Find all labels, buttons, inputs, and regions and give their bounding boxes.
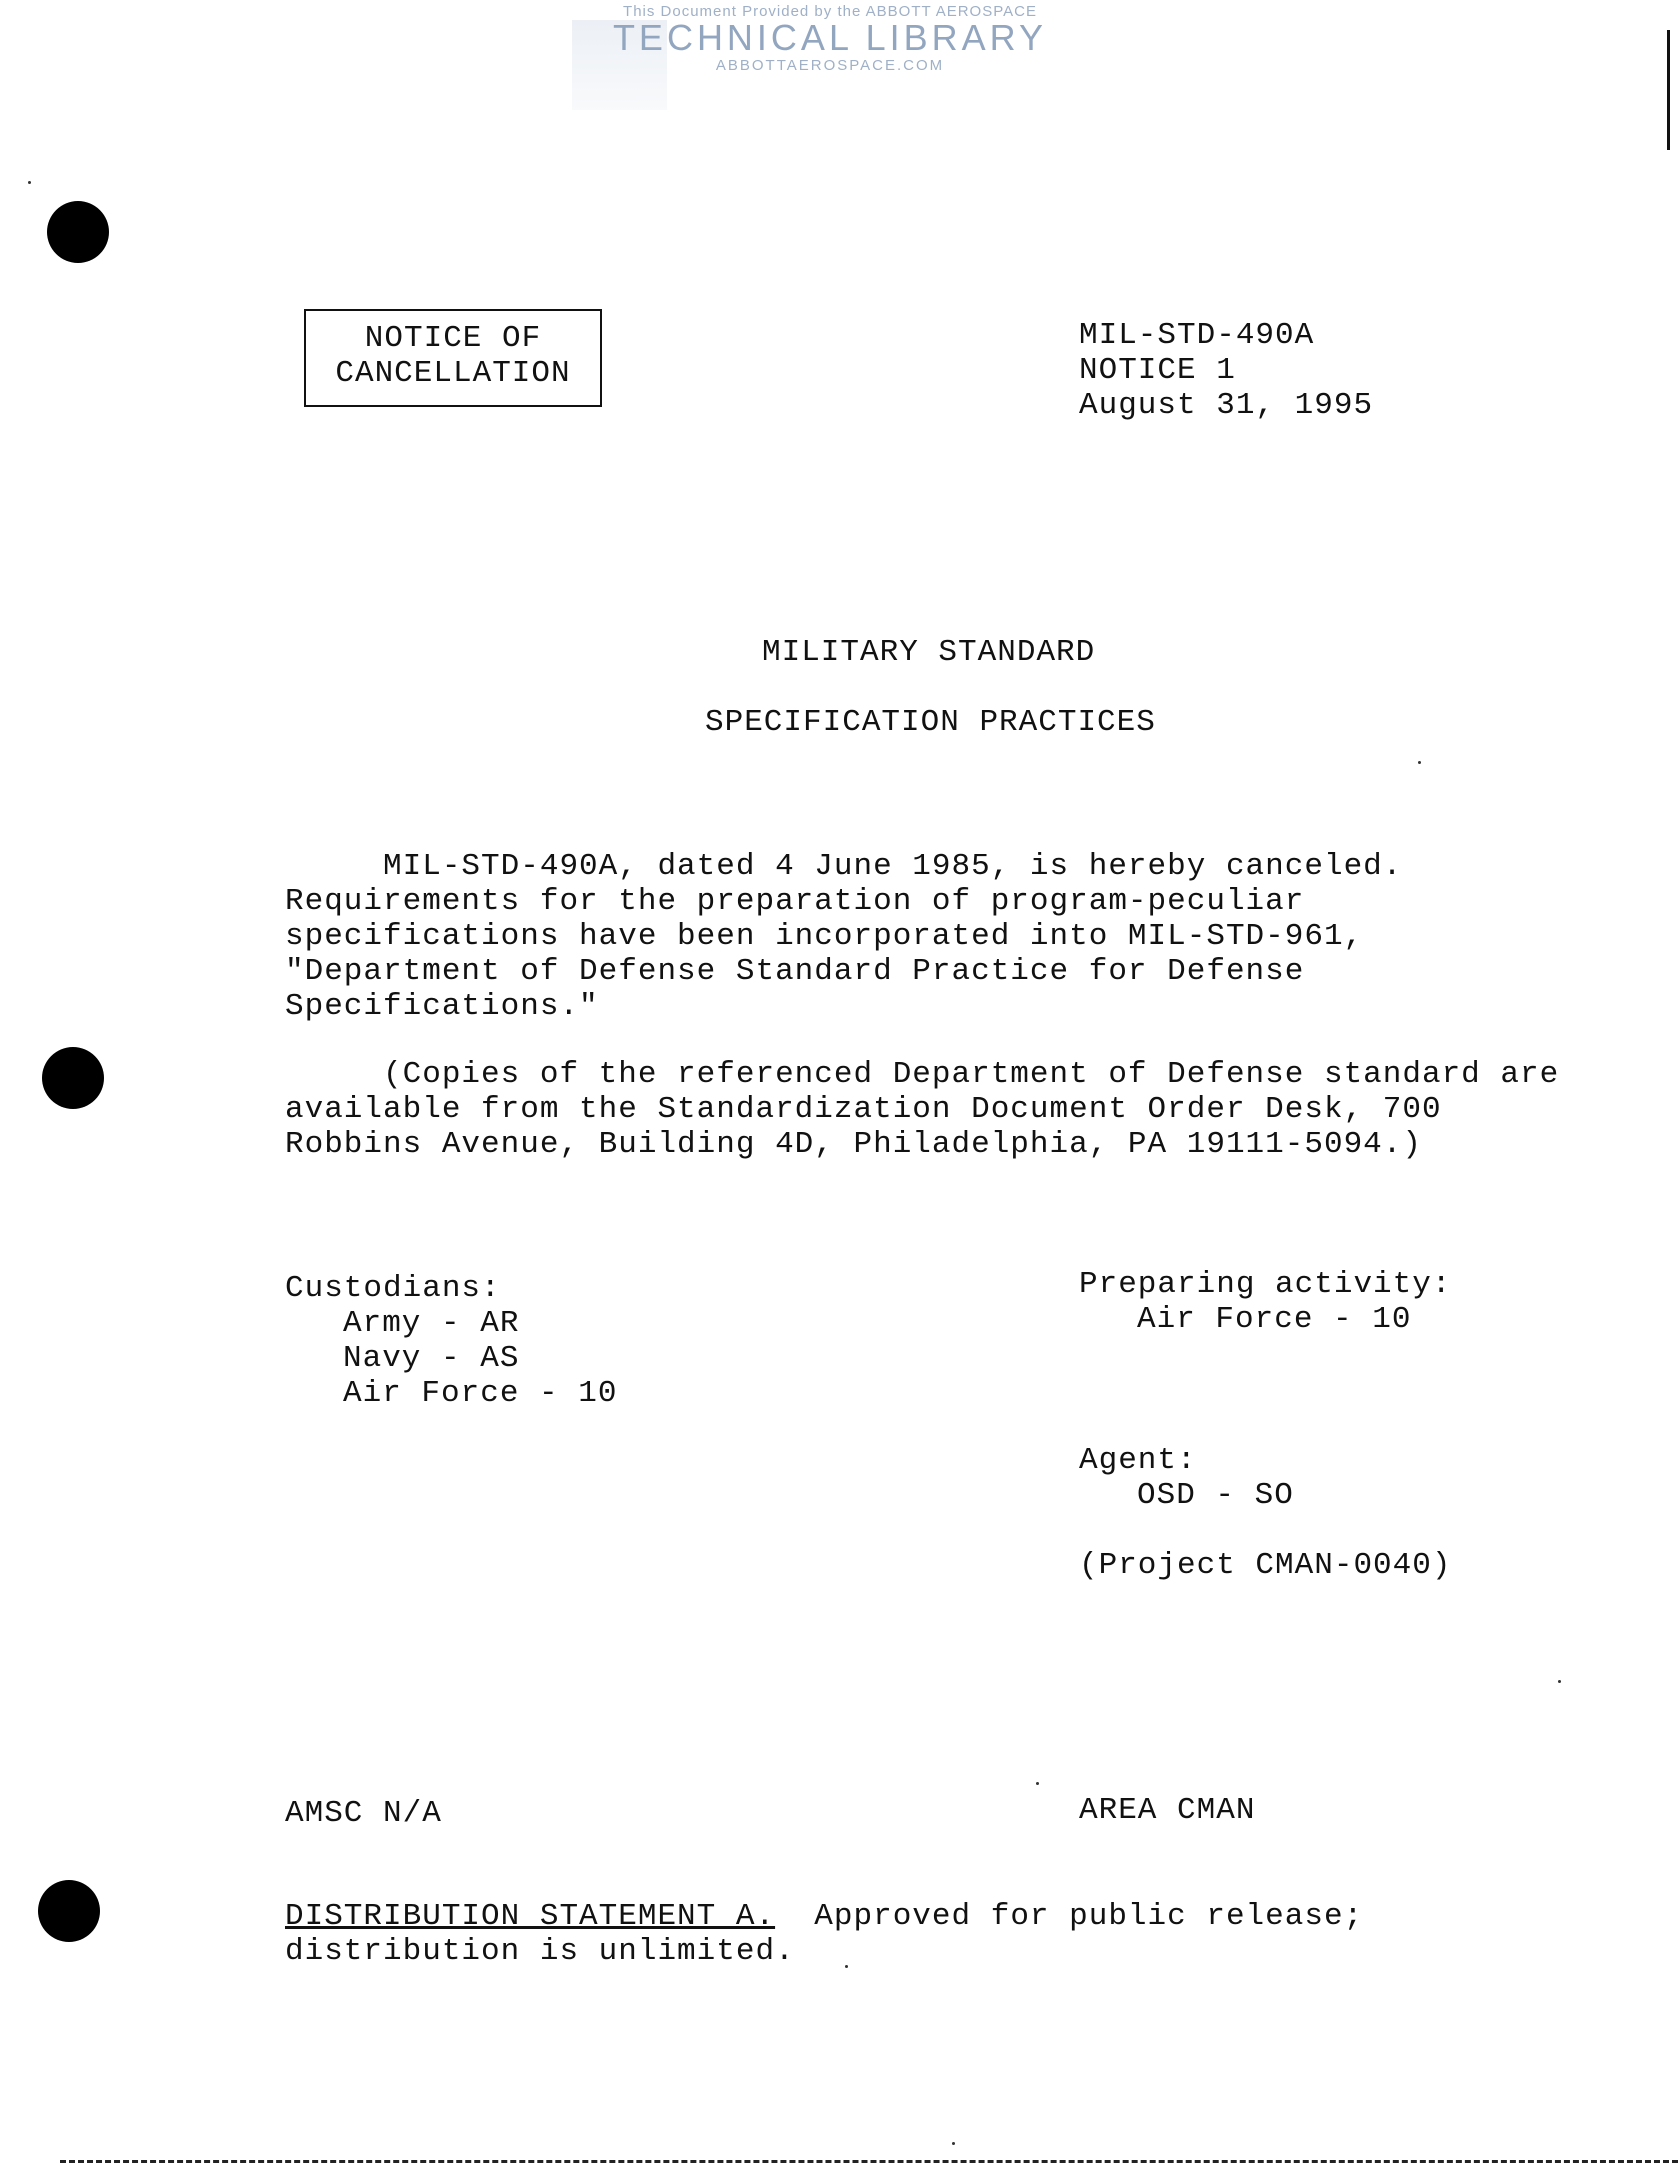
- para1-line1: MIL-STD-490A, dated 4 June 1985, is hereby canceled.: [285, 849, 1403, 884]
- doc-id: MIL-STD-490A: [1079, 318, 1315, 353]
- agent-label: Agent:: [1079, 1443, 1197, 1478]
- title-line1: MILITARY STANDARD: [762, 635, 1096, 670]
- para2-line3: Robbins Avenue, Building 4D, Philadelphia, PA 19111-5094.): [285, 1127, 1422, 1162]
- amsc: AMSC N/A: [285, 1796, 442, 1831]
- para1-line3: specifications have been incorporated into MIL-STD-961,: [285, 919, 1364, 954]
- punch-hole-middle: [42, 1047, 104, 1109]
- notice-number: NOTICE 1: [1079, 353, 1236, 388]
- scan-speck: [1418, 761, 1421, 764]
- punch-hole-top: [47, 201, 109, 263]
- custodians-label: Custodians:: [285, 1271, 501, 1306]
- custodian-item: Army - AR: [343, 1306, 520, 1341]
- punch-hole-bottom: [38, 1880, 100, 1942]
- scan-speck: [1558, 1680, 1561, 1683]
- area: AREA CMAN: [1079, 1793, 1256, 1828]
- distribution-statement: [285, 1899, 1363, 1934]
- title-line2: SPECIFICATION PRACTICES: [705, 705, 1156, 740]
- para2-line1: (Copies of the referenced Department of Defense standard are: [285, 1057, 1560, 1092]
- scan-speck: [845, 1965, 848, 1968]
- notice-date: August 31, 1995: [1079, 388, 1374, 423]
- scan-edge-bar: [1667, 30, 1670, 150]
- preparing-activity-label: Preparing activity:: [1079, 1267, 1452, 1302]
- para1-line4: "Department of Defense Standard Practice for Defense: [285, 954, 1305, 989]
- preparing-activity-value: Air Force - 10: [1137, 1302, 1412, 1337]
- notice-of-cancellation-box: [304, 309, 602, 407]
- custodian-item: Air Force - 10: [343, 1376, 618, 1411]
- scan-speck: [1036, 1782, 1039, 1785]
- bottom-dashed-rule: [60, 2160, 1678, 2163]
- watermark-top-line: This Document Provided by the ABBOTT AEROSPACE: [623, 3, 1037, 20]
- scan-speck: [952, 2142, 955, 2145]
- watermark-url: ABBOTTAEROSPACE.COM: [715, 57, 945, 74]
- notice-box-line2: CANCELLATION: [335, 356, 571, 391]
- scan-speck: [28, 181, 31, 184]
- distribution-text: Approved for public release;: [775, 1899, 1364, 1934]
- custodian-item: Navy - AS: [343, 1341, 520, 1376]
- agent-value: OSD - SO: [1137, 1478, 1294, 1513]
- notice-box-line1: NOTICE OF: [364, 321, 542, 356]
- para1-line5: Specifications.": [285, 989, 599, 1024]
- distribution-label: DISTRIBUTION STATEMENT A.: [285, 1899, 776, 1934]
- watermark: [560, 4, 1100, 73]
- para2-line2: available from the Standardization Document Order Desk, 700: [285, 1092, 1442, 1127]
- project-id: (Project CMAN-0040): [1079, 1548, 1452, 1583]
- watermark-title: TECHNICAL LIBRARY: [612, 17, 1048, 58]
- distribution-line2: distribution is unlimited.: [285, 1934, 795, 1969]
- para1-line2: Requirements for the preparation of program-peculiar: [285, 884, 1305, 919]
